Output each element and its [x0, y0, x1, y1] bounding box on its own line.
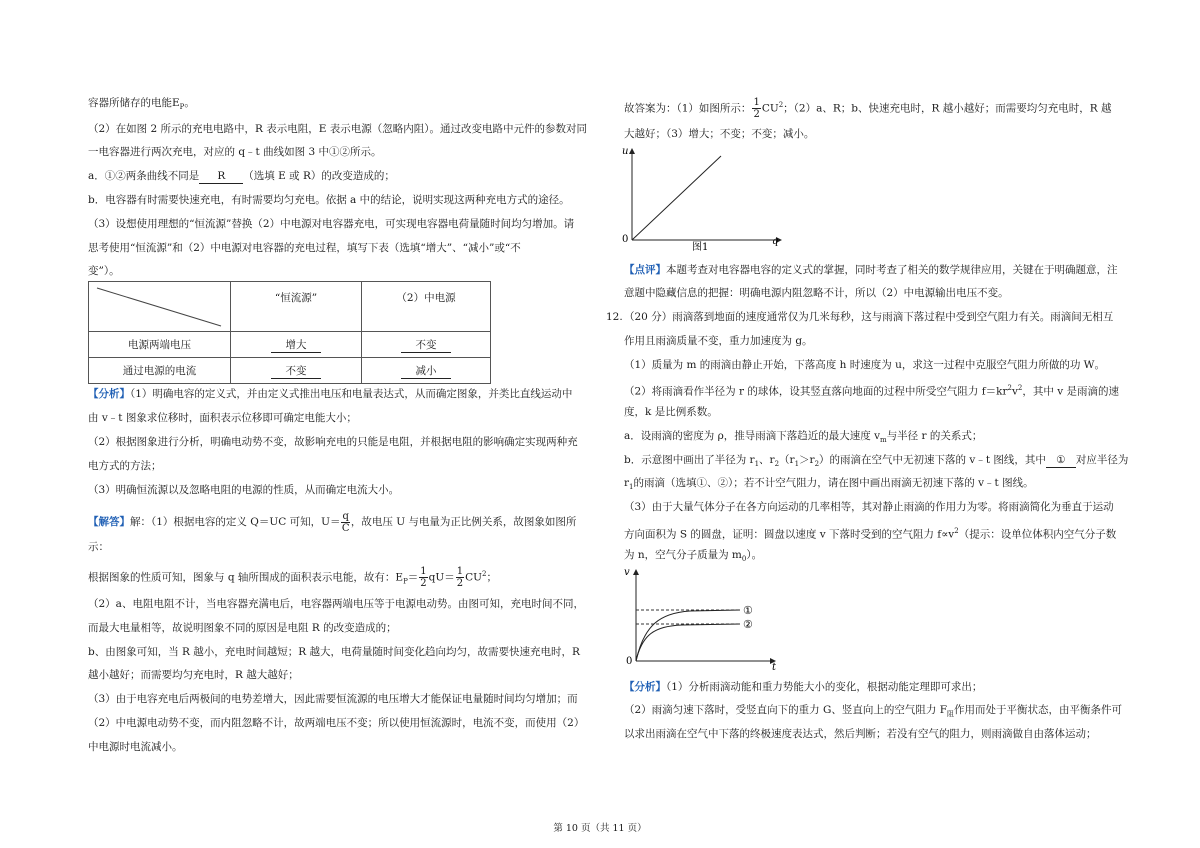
text-line: （3）由于大量气体分子在各方向运动的几率相等，其对静止雨滴的作用力为零。将雨滴简化为垂直于运动: [624, 501, 1114, 513]
text: 本题考查对电容器电容的定义式的掌握，同时考查了相关的数学规律应用，关键在于明确题意，注: [666, 264, 1118, 276]
text: 与半径 r 的关系式；: [886, 430, 983, 442]
text-line: [624, 429, 982, 447]
table-row-label: 通过电源的电流: [89, 358, 231, 384]
text: 2: [778, 101, 784, 109]
origin-label: 0: [626, 656, 633, 667]
text: ）。: [746, 549, 763, 561]
text: 2: [482, 570, 487, 578]
table-row-label: 电源两端电压: [89, 332, 231, 358]
text: 2: [954, 527, 959, 535]
answer-blank: 增大: [271, 337, 321, 353]
denominator: C: [341, 522, 350, 534]
text-line: b、由图象可知，当 R 越小，充电时间越短；R 越大，电荷量随时间变化趋向均匀，故需要快速充电时，R: [88, 646, 580, 658]
text: 故答案为：（1）如图所示：: [624, 102, 752, 115]
denominator: 2: [420, 578, 427, 589]
text-line: [88, 561, 497, 595]
text: a．①②两条曲线不同是: [88, 170, 200, 182]
text: v: [1011, 385, 1018, 398]
numerator: 1: [753, 97, 760, 108]
text: 1: [794, 460, 800, 469]
text: 解：（1）根据电容的定义 Q＝UC 可知，U＝: [130, 516, 341, 528]
text-line: b．电容器有时需要快速充电，有时需要均匀充电。依据 a 中的结论，说明实现这两种充电方式的途径。: [88, 194, 570, 206]
text-line: （3）设想使用理想的“恒流源”替换（2）中电源对电容器充电，可实现电容器电荷量随时间均匀增加。请: [88, 218, 575, 230]
analysis-tag: 【分析】: [88, 388, 130, 400]
page-footer: 第 10 页（共 11 页）: [553, 823, 647, 834]
text: P: [179, 103, 185, 112]
text-line: （20 分）雨滴落到地面的速度通常仅为几米每秒，这与雨滴下落过程中受到空气阻力有关。雨滴间无相互: [624, 311, 1114, 323]
text: 的雨滴（选填①、②）；若不计空气阻力，请在图中画出雨滴无初速下落的 v﹣t 图线。: [633, 477, 1034, 489]
analysis-tag: 【分析】: [624, 681, 666, 693]
text-line: 而最大电量相等，故说明图象不同的原因是电阻 R 的改变造成的；: [88, 622, 397, 634]
text: （提示：设单位体积内空气分子数: [958, 528, 1117, 541]
x-axis-label: t: [772, 662, 777, 673]
figure-caption: 图1: [692, 242, 709, 253]
text-line: 一电容器进行两次充电，对应的 q﹣t 曲线如图 3 中①②所示。: [88, 146, 382, 158]
text: ，故电压 U 与电量为正比例关系，故图象如图所: [350, 516, 577, 528]
graph-line: [632, 156, 721, 240]
numerator: 1: [456, 566, 464, 577]
text: ，其中 v 是雨滴的速: [1022, 385, 1119, 398]
figure-1-graph: [618, 144, 788, 254]
text-line: 思考使用“恒流源”和（2）中电源对电容器的充电过程，填写下表（选填“增大”、“减小”或“不: [88, 242, 521, 254]
text: a．设雨滴的密度为 ρ，推导雨滴下落趋近的最大速度 v: [624, 430, 881, 442]
table-cell: [231, 332, 362, 358]
y-axis-label: v: [624, 567, 630, 578]
curve-2-label: ②: [743, 618, 753, 631]
text: 根据图象的性质可知，图象与 q 轴所围成的面积表示电能，故有：E: [88, 571, 404, 584]
text-line: 中电源时电流减小。: [88, 741, 183, 753]
table-header: （2）中电源: [362, 282, 491, 332]
text: 为 n，空气分子质量为 m: [624, 549, 742, 561]
text: （2）雨滴匀速下落时，受竖直向下的重力 G、竖直向上的空气阻力 F: [624, 704, 948, 716]
text-line: 越小越好；而需要均匀充电时，R 越大越好；: [88, 669, 299, 681]
text-line: [624, 453, 1128, 471]
text: 容器所储存的电能: [88, 97, 172, 109]
fraction: [419, 566, 427, 589]
text: ＝: [407, 571, 419, 584]
text-line: （3）明确恒流源以及忽略电阻的电源的性质，从而确定电流大小。: [88, 484, 400, 496]
text-line: [624, 263, 1118, 277]
text-line: 电方式的方法；: [88, 460, 162, 472]
text-line: 示：: [88, 541, 109, 553]
text: CU: [465, 571, 482, 584]
text-line: [624, 548, 762, 566]
table-header: “恒流源”: [231, 282, 362, 332]
text: 阻: [947, 710, 955, 719]
table-diagonal-cell: [89, 282, 231, 332]
text-line: 意题中隐藏信息的把握：明确电源内阻忽略不计，所以（2）中电源输出电压不变。: [624, 287, 1009, 299]
text: 2: [1007, 384, 1012, 392]
numerator: q: [342, 510, 349, 522]
text: m: [880, 436, 887, 445]
text-line: 作用且雨滴质量不变，重力加速度为 g。: [624, 335, 813, 347]
text-line: [88, 96, 195, 114]
text: 。: [184, 97, 195, 109]
text-line: 大越好；（3）增大；不变；不变；减小。: [624, 128, 815, 140]
text: 2: [814, 460, 820, 469]
text-line: [88, 509, 576, 535]
diagonal-line: [89, 282, 230, 332]
text-line: 度，k 是比例系数。: [624, 406, 718, 418]
text: 2: [1017, 384, 1023, 392]
figure-vt-graph: [620, 565, 790, 675]
text: ；（2）a、R；b、快速充电时，R 越小越好；而需要均匀充电时，R 越: [783, 102, 1112, 115]
answer-blank: 减小: [401, 363, 451, 379]
answer-table: [88, 281, 491, 384]
curve-1-label: ①: [743, 604, 753, 617]
text-line: （1）质量为 m 的雨滴由静止开始，下落高度 h 时速度为 u，求这一过程中克服空气阻力所做的功 W。: [624, 359, 1105, 371]
x-axis-label: q: [772, 236, 779, 247]
text-line: 变”）。: [88, 265, 120, 277]
answer-blank: 不变: [401, 337, 451, 353]
comment-tag: 【点评】: [624, 264, 666, 276]
text: （1）明确电容的定义式，并由定义式推出电压和电量表达式，从而确定图象，并类比直线运动中: [130, 388, 573, 400]
text: 对应半径为: [1075, 454, 1129, 466]
text: 、r: [759, 454, 775, 466]
text-line: 以求出雨滴在空气中下落的终极速度表达式，然后判断；若没有空气的阻力，则雨滴做自由落体运动；: [624, 728, 1097, 740]
table-cell: [362, 332, 491, 358]
text: ；: [486, 571, 497, 584]
text: 作用而处于平衡状态，由平衡条件可: [954, 704, 1123, 716]
text: 1: [629, 483, 634, 492]
text: 方向面积为 S 的圆盘，证明：圆盘以速度 v 下落时受到的空气阻力 f∝v: [624, 528, 955, 541]
answer-blank: 不变: [271, 363, 321, 379]
text-line: （2）a、电阻电阻不计，当电容器充满电后，电容器两端电压等于电源电动势。由图可知，充电时间不同，: [88, 598, 584, 610]
text-line: （3）由于电容充电后两极间的电势差增大，因此需要恒流源的电压增大才能保证电量随时间均匀增加；而: [88, 693, 578, 705]
text-line: [88, 169, 395, 184]
curve-2: [636, 624, 740, 661]
text-line: （2）在如图 2 所示的充电电路中，R 表示电阻，E 表示电源（忽略内阻）。通过改变电路中元件的参数对同: [88, 123, 588, 135]
denominator: 2: [753, 109, 760, 120]
text: 1: [754, 460, 760, 469]
text: qU＝: [428, 571, 455, 584]
text: （选填 E 或 R）的改变造成的；: [243, 170, 395, 182]
answer-blank: ①: [1046, 453, 1076, 468]
text-line: （2）根据图象进行分析，明确电动势不变，故影响充电的只能是电阻，并根据电阻的影响确定实现两种充: [88, 436, 578, 448]
text-line: [624, 680, 982, 694]
curve-1: [636, 610, 740, 661]
text: E: [172, 97, 180, 109]
fraction: [456, 566, 464, 589]
y-axis-arrow-icon: [633, 569, 639, 575]
numerator: 1: [420, 566, 427, 577]
text: （1）分析雨滴动能和重力势能大小的变化，根据动能定理即可求出；: [666, 681, 983, 693]
text: ＞r: [799, 454, 815, 466]
text-line: [624, 476, 1034, 494]
text-line: [624, 381, 1119, 399]
text: r: [624, 477, 630, 489]
denominator: 2: [456, 578, 464, 589]
answer-tag: 【解答】: [88, 516, 130, 528]
text: ）的雨滴在空气中无初速下落的 v﹣t 图线，其中: [819, 454, 1046, 466]
fraction: [341, 511, 349, 534]
text: 2: [774, 460, 780, 469]
question-number: 12.: [606, 311, 623, 323]
text-line: （2）中电源电动势不变，而内阻忽略不计，故两端电压不变；所以使用恒流源时，电流不变，而使用（2）: [88, 717, 585, 729]
text: CU: [761, 102, 779, 115]
text: （r: [779, 454, 795, 466]
text-line: [88, 387, 572, 401]
text: P: [403, 577, 408, 586]
fraction: [752, 97, 760, 120]
text-line: [624, 703, 1122, 721]
text-line: [624, 93, 1111, 121]
text: 0: [741, 555, 747, 564]
origin-label: 0: [622, 234, 629, 245]
y-axis-label: u: [622, 146, 629, 157]
text-line: 由 v﹣t 图象求位移时，面积表示位移即可确定电能大小；: [88, 412, 357, 424]
text: b．示意图中画出了半径为 r: [624, 454, 755, 466]
answer-blank: R: [199, 169, 243, 184]
text: （2）将雨滴看作半径为 r 的球体，设其竖直落向地面的过程中所受空气阻力 f＝kr: [624, 385, 1008, 398]
table-cell: [362, 358, 491, 384]
y-axis-arrow-icon: [629, 148, 635, 154]
text-line: [624, 524, 1116, 542]
table-cell: [231, 358, 362, 384]
